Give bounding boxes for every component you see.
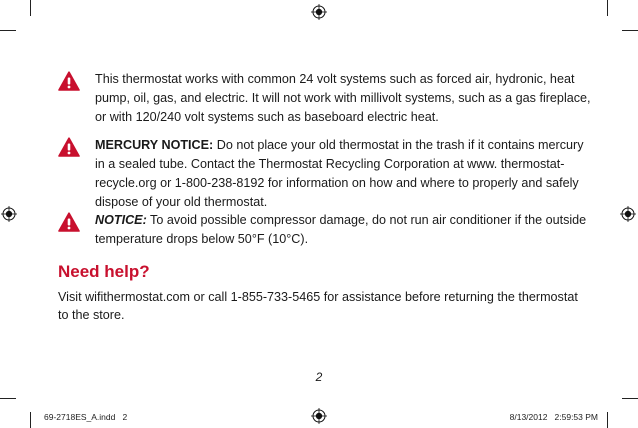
page-number: 2 xyxy=(315,370,323,384)
registration-mark-icon xyxy=(311,408,327,424)
crop-mark xyxy=(0,30,16,31)
footer-filename: 69-2718ES_A.indd 2 xyxy=(44,412,128,422)
crop-mark xyxy=(30,412,31,428)
warning-text: NOTICE: To avoid possible compressor damage, do not run air conditioner if the outside temperature drops below 50°F (10°C). xyxy=(95,213,587,246)
warning-triangle-icon xyxy=(58,212,80,232)
registration-mark-icon xyxy=(1,206,17,222)
registration-mark-icon xyxy=(620,206,636,222)
crop-mark xyxy=(607,0,608,16)
crop-mark xyxy=(622,30,638,31)
crop-mark xyxy=(0,398,16,399)
notice-label: MERCURY NOTICE: xyxy=(95,138,214,152)
registration-mark-icon xyxy=(311,4,327,20)
crop-mark xyxy=(607,412,608,428)
crop-mark xyxy=(30,0,31,16)
warning-triangle-icon xyxy=(58,71,80,91)
notice-label: NOTICE: xyxy=(95,213,147,227)
help-heading: Need help? xyxy=(58,262,150,281)
warning-triangle-icon xyxy=(58,137,80,157)
footer-timestamp: 8/13/2012 2:59:53 PM xyxy=(509,412,598,422)
crop-mark xyxy=(622,398,638,399)
help-text: Visit wifithermostat.com or call 1-855-733-5465 for assistance before returning the thermostat to the store. xyxy=(58,290,578,322)
warning-text: This thermostat works with common 24 volt systems such as forced air, hydronic, heat pump, oil, gas, and electric. It will not work with millivolt systems, such as a gas fireplace, or with 120/240 volt systems such as baseboard electric heat. xyxy=(95,72,591,124)
warning-text: MERCURY NOTICE: Do not place your old thermostat in the trash if it contains mercury in a sealed tube. Contact the Thermostat Recycling Corporation at www. thermostat-recycle.org or 1-800-238-8192 for information on how and where to properly and safely dispose of your old thermostat. xyxy=(95,138,584,209)
